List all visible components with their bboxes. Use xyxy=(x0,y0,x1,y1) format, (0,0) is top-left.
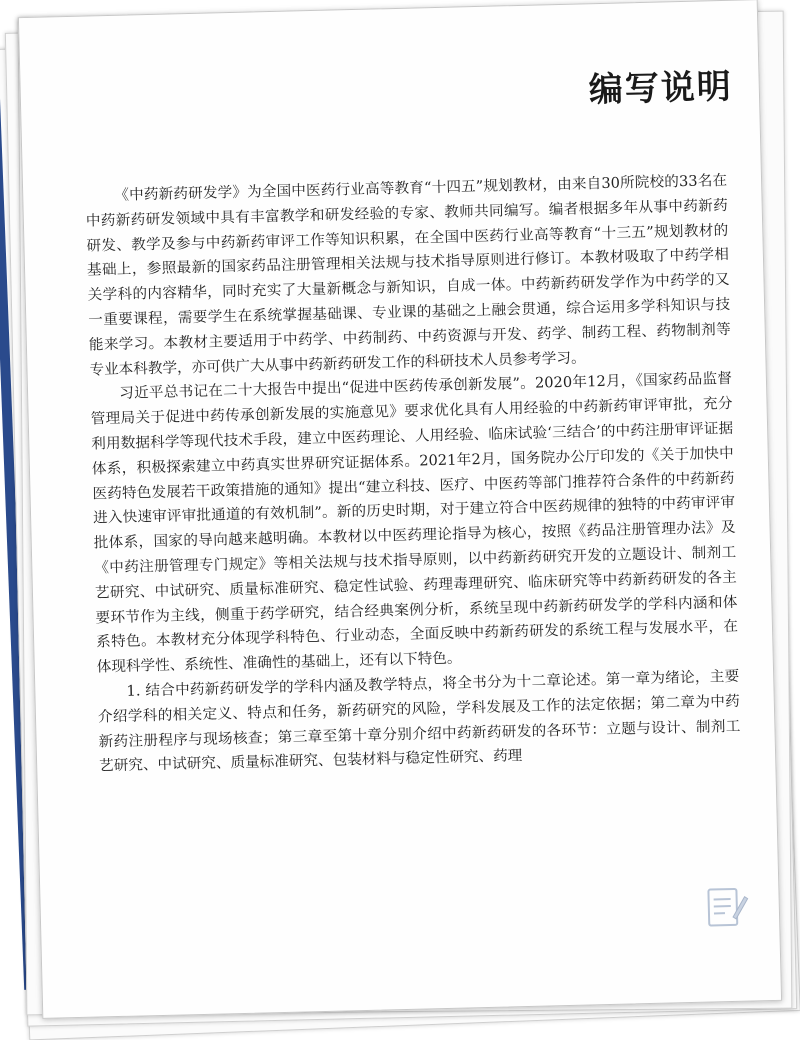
paragraph: 《中药新药研发学》为全国中医药行业高等教育“十四五”规划教材，由来自30所院校的33名在中药新药研发领域中具有丰富教学和研发经验的专家、教师共同编写。编者根据多年从事中药新药研发、教学及参与中药新药审评工作等知识积累，在全国中医药行业高等教育“十三五”规划教材的基础上，参照最新的国家药品注册管理相关法规与技术指导原则进行修订。本教材吸取了中药学相关学科的内容精华，同时充实了大量新概念与新知识，自成一体。中药新药研发学作为中药学的又一重要课程，需要学生在系统掌握基础课、专业课的基础之上融会贯通，综合运用多学科知识与技能来学习。本教材主要适用于中药学、中药制药、中药资源与开发、药学、制药工程、药物制剂等专业本科教学，亦可供广大从事中药新药研发工作的科研技术人员参考学习。 xyxy=(85,169,732,383)
page-title: 编写说明 xyxy=(588,59,733,112)
paragraph: 1. 结合中药新药研发学的学科内涵及教学特点，将全书分为十二章论述。第一章为绪论，主要介绍学科的相关定义、特点和任务，新药研究的风险，学科发展及工作的法定依据；第二章为中药新药注册程序与现场核查；第三章至第十章分别介绍中药新药研发的各环节：立题与设计、制剂工艺研究、中试研究、质量标准研究、包装材料与稳定性研究、药理 xyxy=(97,665,741,780)
body-text xyxy=(85,169,741,780)
note-pencil-icon xyxy=(704,883,749,932)
paragraph: 习近平总书记在二十大报告中提出“促进中医药传承创新发展”。2020年12月，《国家药品监督管理局关于促进中药传承创新发展的实施意见》要求优化具有人用经验的中药新药审评审批，充分利用数据科学等现代技术手段，建立中医药理论、人用经验、临床试验‘三结合’的中药注册审评证据体系，积极探索建立中药真实世界研究证据体系。2021年2月，国务院办公厅印发的《关于加快中医药特色发展若干政策措施的通知》提出“建立科技、医疗、中医药等部门推荐符合条件的中药新药进入快速审评审批通道的有效机制”。新的历史时期，对于建立符合中医药规律的独特的中药审评审批体系，国家的导向越来越明确。本教材以中医药理论指导为核心，按照《药品注册管理办法》及《中药注册管理专门规定》等相关法规与技术指导原则，以中药新药研究开发的立题设计、制剂工艺研究、中试研究、质量标准研究、稳定性试验、药理毒理研究、临床研究等中药新药研发的各主要环节作为主线，侧重于药学研究，结合经典案例分析，系统呈现中药新药研发学的学科内涵和体系特色。本教材充分体现学科特色、行业动态，全面反映中药新药研发的系统工程与发展水平，在体现科学性、系统性、准确性的基础上，还有以下特色。 xyxy=(90,367,739,680)
document-page xyxy=(18,0,782,1019)
